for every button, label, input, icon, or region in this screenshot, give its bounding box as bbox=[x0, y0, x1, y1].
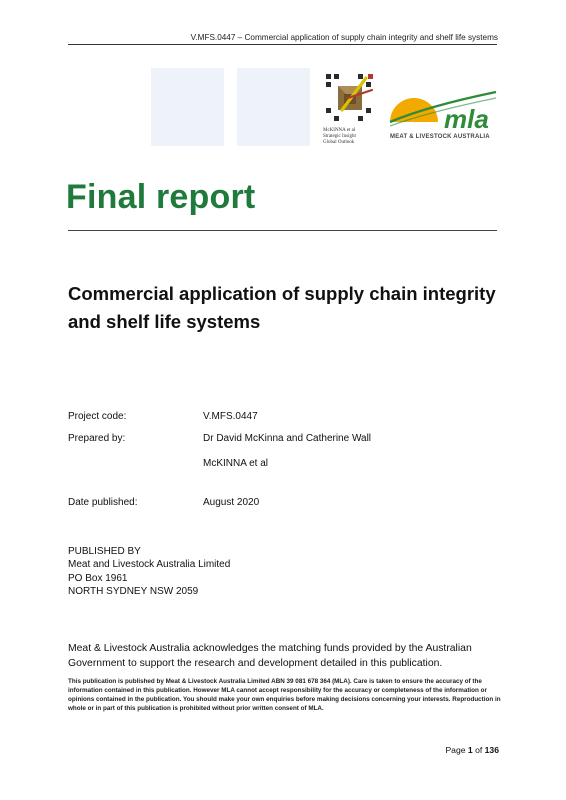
document-type-heading: Final report bbox=[66, 178, 256, 216]
publisher-heading: PUBLISHED BY bbox=[68, 546, 141, 557]
image-placeholder-right bbox=[237, 68, 310, 146]
title-rule bbox=[68, 230, 497, 231]
prepared-by-value: Dr David McKinna and Catherine Wall bbox=[203, 433, 372, 444]
publisher-line: Meat and Livestock Australia Limited bbox=[68, 559, 231, 571]
project-code-value: V.MFS.0447 bbox=[203, 411, 258, 422]
publisher-line: NORTH SYDNEY NSW 2059 bbox=[68, 585, 199, 597]
page-number: Page 1 of 136 bbox=[445, 745, 499, 755]
header-rule bbox=[68, 44, 497, 45]
publisher-block bbox=[68, 545, 230, 598]
prepared-by-label: Prepared by: bbox=[68, 433, 126, 444]
mla-tagline: MEAT & LIVESTOCK AUSTRALIA bbox=[390, 134, 490, 140]
publisher-line: PO Box 1961 bbox=[68, 572, 128, 584]
organisation-value: McKINNA et al bbox=[203, 458, 269, 469]
date-published-value: August 2020 bbox=[203, 497, 260, 508]
mckinna-logo-text: McKINNA et al Strategic Insight Global Outlook bbox=[323, 128, 356, 145]
image-placeholder-left bbox=[151, 68, 224, 146]
project-code-label: Project code: bbox=[68, 411, 127, 422]
disclaimer-text: This publication is published by Meat & Livestock Australia Limited ABN 39 081 678 364 (MLA). Care is taken to ensure the accuracy of the information contained in this publication. However MLA cannot accept responsibility for the accuracy or completeness of the information or opinions contained in the publication. You should make your own enquiries before making decisions concerning your interests. Reproduction in whole or in part of this publication is prohibited without prior written consent of MLA. bbox=[68, 678, 501, 712]
date-published-label: Date published: bbox=[68, 497, 138, 508]
mla-wordmark: mla bbox=[444, 104, 489, 132]
running-header: V.MFS.0447 – Commercial application of supply chain integrity and shelf life systems bbox=[190, 33, 498, 42]
mla-logo-icon bbox=[388, 86, 498, 132]
document-title: Commercial application of supply chain integrity and shelf life systems bbox=[68, 283, 496, 332]
acknowledgement-text: Meat & Livestock Australia acknowledges the matching funds provided by the Australian Government to support the research and development detailed in this publication. bbox=[68, 643, 472, 669]
